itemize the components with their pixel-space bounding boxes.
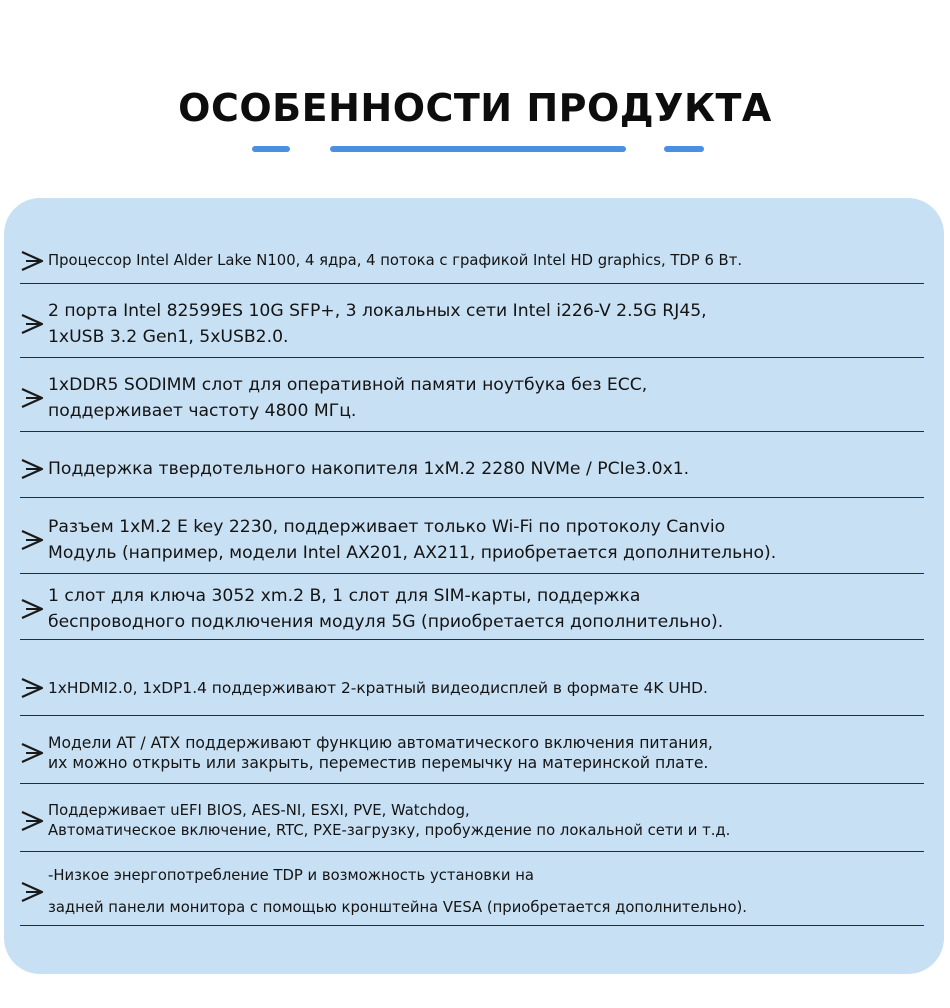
page-title: ОСОБЕННОСТИ ПРОДУКТА: [178, 86, 772, 130]
feature-line: Модуль (например, модели Intel AX201, AX211, приобретается дополнительно).: [48, 542, 777, 563]
feature-line: Автоматическое включение, RTC, PXE-загрузку, пробуждение по локальной сети и т.д.: [48, 821, 731, 839]
feature-line: 1xUSB 3.2 Gen1, 5xUSB2.0.: [48, 326, 289, 347]
feature-row-display: [20, 660, 924, 716]
feature-line: Процессор Intel Alder Lake N100, 4 ядра, 4 потока с графикой Intel HD graphics, TDP 6 Вт.: [48, 251, 743, 269]
arrow-bullet-icon: [20, 387, 44, 409]
arrow-bullet-icon: [20, 881, 44, 903]
feature-line: Модели AT / ATX поддерживают функцию автоматического включения питания,: [48, 733, 713, 752]
arrow-bullet-icon: [20, 810, 44, 832]
feature-line: 1xDDR5 SODIMM слот для оперативной памяти ноутбука без ECC,: [48, 374, 648, 395]
feature-row-cpu: [20, 238, 924, 284]
feature-line: поддерживает частоту 4800 МГц.: [48, 400, 357, 421]
arrow-bullet-icon: [20, 313, 44, 335]
feature-row-vesa: [20, 858, 924, 926]
feature-line: Поддержка твердотельного накопителя 1xM.2 2280 NVMe / PCIe3.0x1.: [48, 458, 690, 479]
feature-line: Разъем 1xM.2 E key 2230, поддерживает только Wi-Fi по протоколу Canvio: [48, 516, 726, 537]
feature-line: -Низкое энергопотребление TDP и возможность установки на: [48, 866, 534, 884]
feature-row-power: [20, 722, 924, 784]
title-underline-right: [664, 146, 704, 152]
feature-row-storage: [20, 440, 924, 498]
feature-row-wifi: [20, 506, 924, 574]
feature-row-5g: [20, 578, 924, 640]
feature-line: Поддерживает uEFI BIOS, AES-NI, ESXI, PVE, Watchdog,: [48, 801, 470, 819]
arrow-bullet-icon: [20, 598, 44, 620]
feature-row-memory: [20, 364, 924, 432]
arrow-bullet-icon: [20, 458, 44, 480]
feature-line: задней панели монитора с помощью кронштейна VESA (приобретается дополнительно).: [48, 898, 747, 916]
feature-row-bios: [20, 790, 924, 852]
feature-line: 1 слот для ключа 3052 xm.2 B, 1 слот для SIM-карты, поддержка: [48, 585, 641, 606]
feature-line: их можно открыть или закрыть, переместив перемычку на материнской плате.: [48, 753, 709, 772]
title-underline-left: [252, 146, 290, 152]
arrow-bullet-icon: [20, 250, 44, 272]
title-underline-center: [330, 146, 626, 152]
arrow-bullet-icon: [20, 742, 44, 764]
feature-line: 1xHDMI2.0, 1xDP1.4 поддерживают 2-кратный видеодисплей в формате 4K UHD.: [48, 678, 708, 697]
feature-line: беспроводного подключения модуля 5G (приобретается дополнительно).: [48, 611, 724, 632]
feature-row-network: [20, 290, 924, 358]
feature-line: 2 порта Intel 82599ES 10G SFP+, 3 локальных сети Intel i226-V 2.5G RJ45,: [48, 300, 707, 321]
arrow-bullet-icon: [20, 529, 44, 551]
arrow-bullet-icon: [20, 677, 44, 699]
